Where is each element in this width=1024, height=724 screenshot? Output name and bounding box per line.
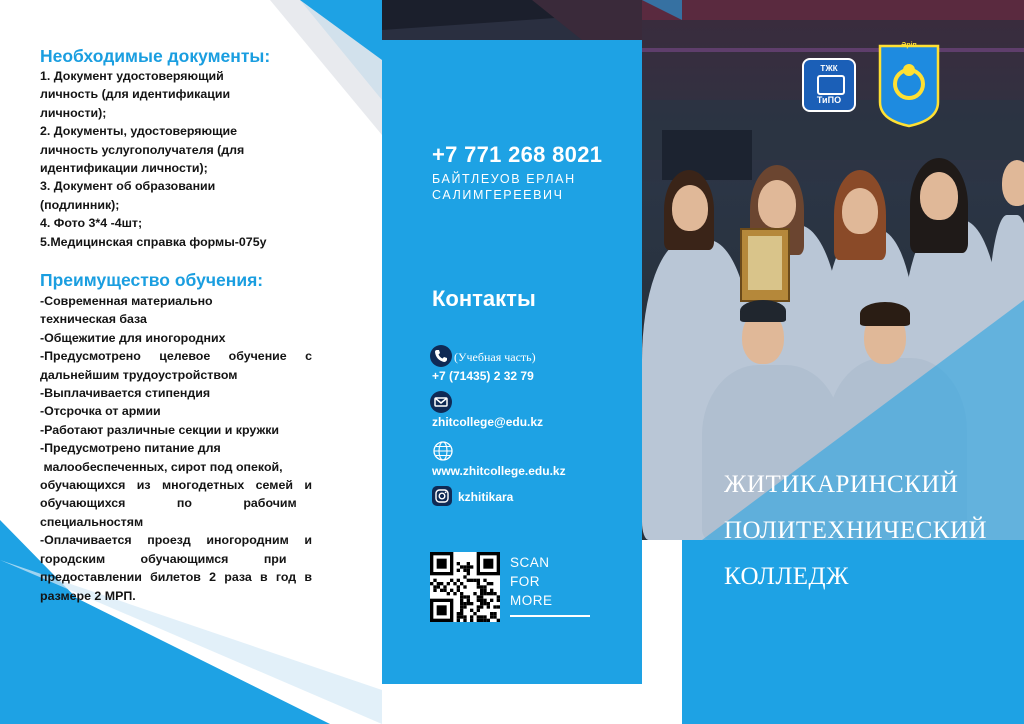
cover-panel bbox=[642, 0, 1024, 724]
website-link[interactable]: www.zhitcollege.edu.kz bbox=[432, 464, 566, 478]
advantage-item: обучающихся по рабочим bbox=[40, 496, 297, 511]
email-link[interactable]: zhitcollege@edu.kz bbox=[432, 415, 544, 429]
documents-section bbox=[40, 46, 320, 251]
photo-strip-top bbox=[382, 0, 642, 40]
document-item: личность услугополучателя (для bbox=[40, 142, 245, 157]
college-logo bbox=[802, 58, 856, 112]
advantage-item: -Работают различные секции и кружки bbox=[40, 422, 280, 437]
advantage-item: дальнейшим трудоустройством bbox=[40, 367, 238, 382]
contact-person-line1: БАЙТЛЕУОВ ЕРЛАН bbox=[432, 172, 576, 186]
title-line: ПОЛИТЕХНИЧЕСКИЙ bbox=[724, 517, 988, 544]
advantage-item: городским обучающимся при bbox=[40, 551, 287, 566]
phone-number[interactable]: +7 (71435) 2 32 79 bbox=[432, 369, 534, 383]
advantage-item: малообеспеченных, сирот под опекой, bbox=[40, 459, 283, 474]
qr-caption bbox=[510, 553, 553, 610]
contact-panel bbox=[382, 40, 642, 684]
advantages-section bbox=[40, 270, 312, 605]
title-line: КОЛЛЕДЖ bbox=[724, 563, 849, 590]
phone-label: (Учебная часть) bbox=[454, 350, 536, 364]
documents-panel bbox=[0, 0, 382, 724]
document-item: 2. Документы, удостоверяющие bbox=[40, 124, 238, 139]
document-item: 4. Фото 3*4 -4шт; bbox=[40, 216, 143, 231]
logo-text: ТиПО bbox=[816, 95, 842, 105]
document-item: (подлинник); bbox=[40, 197, 120, 212]
title-line: ЖИТИКАРИНСКИЙ bbox=[724, 471, 959, 498]
advantage-item: предоставлении билетов 2 раза в год в bbox=[40, 570, 312, 585]
contact-person bbox=[432, 171, 576, 203]
book-icon bbox=[817, 75, 845, 95]
instagram-icon bbox=[432, 486, 452, 506]
emblem-logo bbox=[878, 40, 940, 128]
main-phone: +7 771 268 8021 bbox=[432, 142, 603, 167]
advantage-item: -Современная материально bbox=[40, 294, 213, 308]
document-item: 5.Медицинская справка формы-075у bbox=[40, 234, 267, 249]
advantage-item: обучающихся из многодетных семей и bbox=[40, 478, 312, 493]
documents-heading: Необходимые документы: bbox=[40, 46, 271, 66]
document-item: 1. Документ удостоверяющий bbox=[40, 69, 224, 83]
emblem-text: Әріп bbox=[901, 42, 917, 49]
contact-person-line2: САЛИМГЕРЕЕВИЧ bbox=[432, 188, 564, 202]
advantage-item: -Отсрочка от армии bbox=[40, 404, 161, 419]
qr-code[interactable] bbox=[430, 552, 500, 622]
advantage-item: -Предусмотрено питание для bbox=[40, 441, 221, 456]
advantage-item: -Выплачивается стипендия bbox=[40, 386, 211, 401]
qr-underline bbox=[510, 615, 590, 617]
advantage-item: размере 2 МРП. bbox=[40, 588, 136, 603]
qr-caption-line: FOR bbox=[510, 574, 540, 589]
document-item: 3. Документ об образовании bbox=[40, 179, 216, 194]
globe-icon bbox=[432, 440, 454, 462]
email-icon bbox=[430, 391, 452, 413]
document-item: идентификации личности); bbox=[40, 161, 208, 176]
advantage-item: специальностям bbox=[40, 514, 144, 529]
logo-top-text: ТЖК bbox=[820, 64, 838, 73]
advantage-item: техническая база bbox=[40, 312, 147, 327]
advantage-item: -Оплачивается проезд иногородним и bbox=[40, 533, 312, 548]
document-item: личность (для идентификации bbox=[40, 87, 231, 102]
phone-icon bbox=[430, 345, 452, 367]
contacts-heading: Контакты bbox=[432, 286, 536, 311]
qr-caption-line: SCAN bbox=[510, 555, 550, 570]
instagram-link[interactable]: kzhitikara bbox=[458, 490, 514, 504]
college-title bbox=[724, 466, 987, 596]
advantages-heading: Преимущество обучения: bbox=[40, 270, 264, 290]
document-item: личности); bbox=[40, 105, 107, 120]
qr-caption-line: MORE bbox=[510, 593, 553, 608]
advantage-item: -Общежитие для иногородних bbox=[40, 330, 226, 345]
bottom-strip bbox=[382, 684, 642, 724]
advantage-item: -Предусмотрено целевое обучение с bbox=[40, 349, 312, 364]
